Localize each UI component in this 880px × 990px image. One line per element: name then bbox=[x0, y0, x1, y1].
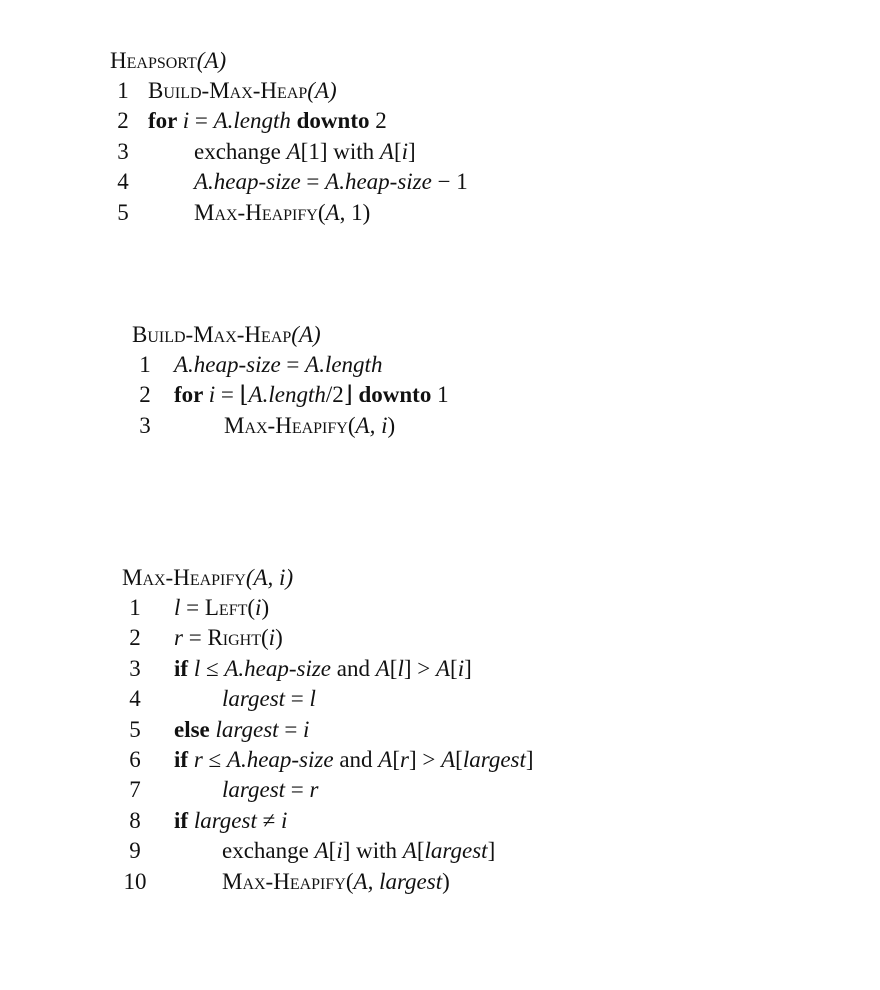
variable: A bbox=[378, 746, 393, 772]
line-code bbox=[174, 350, 382, 380]
line-code bbox=[148, 76, 337, 106]
code-text: ≠ bbox=[256, 807, 281, 833]
code-text: − 1 bbox=[431, 169, 468, 195]
variable: r bbox=[193, 746, 203, 772]
code-line bbox=[110, 167, 468, 197]
code-text: = bbox=[180, 595, 205, 620]
code-text: [ bbox=[450, 655, 458, 681]
code-text: = bbox=[280, 352, 306, 377]
keyword: downto bbox=[352, 382, 438, 408]
line-code bbox=[174, 745, 534, 775]
code-text: and bbox=[333, 746, 379, 772]
code-line bbox=[132, 350, 383, 380]
code-line bbox=[122, 867, 450, 897]
line-code bbox=[194, 198, 370, 228]
build-max-heap-procedure bbox=[132, 320, 449, 441]
procedure-name: Build-Max-Heap bbox=[132, 322, 292, 347]
variable: largest bbox=[222, 777, 286, 803]
code-text: ] > bbox=[403, 655, 436, 681]
line-number: 4 bbox=[129, 686, 141, 712]
variable: l bbox=[309, 686, 316, 712]
line-code bbox=[174, 654, 472, 684]
procedure-title bbox=[132, 320, 321, 350]
code-text: 1 bbox=[437, 382, 449, 408]
code-text: exchange bbox=[194, 138, 287, 164]
code-lines bbox=[110, 76, 468, 228]
code-text: [ bbox=[455, 746, 463, 772]
code-text: ] bbox=[525, 746, 534, 772]
line-code bbox=[174, 806, 287, 836]
max-heapify-procedure bbox=[122, 563, 534, 897]
variable: A.heap-size bbox=[226, 746, 334, 772]
code-lines bbox=[132, 350, 449, 441]
variable: i bbox=[280, 807, 288, 833]
code-text: ) bbox=[275, 625, 283, 651]
procedure-call: Right bbox=[207, 625, 261, 651]
variable: l bbox=[174, 595, 181, 620]
procedure-title bbox=[110, 46, 226, 76]
line-number: 3 bbox=[129, 655, 141, 681]
code-text: [ bbox=[416, 838, 425, 864]
variable: A.length bbox=[305, 352, 383, 377]
variable: A.heap-size bbox=[174, 352, 281, 377]
variable: (A) bbox=[307, 78, 337, 103]
line-number: 9 bbox=[129, 838, 141, 864]
code-line bbox=[132, 380, 449, 410]
variable: i bbox=[303, 716, 310, 742]
line-number: 4 bbox=[117, 169, 129, 195]
code-text: exchange bbox=[222, 838, 315, 864]
procedure-params: (A) bbox=[196, 48, 227, 73]
line-number: 2 bbox=[129, 625, 141, 651]
code-text: [ bbox=[328, 838, 337, 864]
line-number: 1 bbox=[117, 78, 129, 103]
variable: A bbox=[441, 746, 456, 772]
procedure-call: Max-Heapify bbox=[224, 412, 348, 438]
code-text: ] bbox=[408, 138, 416, 164]
code-text: /2⌋ bbox=[325, 382, 353, 408]
line-code bbox=[194, 167, 468, 197]
keyword: for bbox=[148, 108, 183, 134]
code-text: ≤ bbox=[200, 655, 225, 681]
variable: A bbox=[325, 199, 340, 225]
line-code bbox=[148, 106, 387, 136]
line-code bbox=[222, 867, 450, 897]
code-line bbox=[122, 593, 293, 623]
procedure-name: Max-Heapify bbox=[122, 565, 246, 590]
code-text: and bbox=[331, 655, 376, 681]
code-line bbox=[122, 654, 472, 684]
variable: A, i bbox=[355, 412, 388, 438]
code-text: ( bbox=[261, 625, 269, 651]
code-text: ≤ bbox=[202, 746, 227, 772]
code-line bbox=[122, 775, 319, 805]
variable: A bbox=[314, 838, 329, 864]
code-text: [1] with bbox=[300, 138, 380, 164]
procedure-call: Max-Heapify bbox=[194, 199, 318, 225]
code-text: [ bbox=[389, 655, 398, 681]
line-code bbox=[174, 623, 283, 653]
code-line bbox=[122, 715, 310, 745]
code-text: ] > bbox=[408, 746, 442, 772]
keyword: else bbox=[174, 716, 216, 742]
code-text: ( bbox=[347, 412, 356, 438]
code-lines bbox=[122, 593, 534, 897]
line-number: 2 bbox=[117, 108, 129, 134]
line-number: 1 bbox=[129, 595, 141, 620]
variable: A bbox=[402, 838, 417, 864]
variable: A bbox=[435, 655, 451, 681]
code-text: [ bbox=[392, 746, 401, 772]
variable: i bbox=[255, 595, 262, 620]
line-code bbox=[222, 836, 495, 866]
code-text: ) bbox=[261, 595, 270, 620]
code-text: ) bbox=[442, 868, 450, 894]
line-code bbox=[174, 380, 449, 410]
procedure-params: (A) bbox=[291, 322, 321, 347]
code-line bbox=[110, 137, 416, 167]
code-text: ( bbox=[317, 199, 326, 225]
code-text: ( bbox=[247, 595, 256, 620]
variable: l bbox=[193, 655, 201, 681]
code-text: = bbox=[285, 777, 310, 803]
line-code bbox=[222, 775, 318, 805]
variable: A.heap-size bbox=[194, 169, 301, 195]
code-text: ] with bbox=[342, 838, 403, 864]
code-line bbox=[110, 106, 387, 136]
procedure-params: (A, i) bbox=[245, 565, 294, 590]
variable: i bbox=[457, 655, 465, 681]
variable: i bbox=[336, 838, 343, 864]
keyword: if bbox=[174, 807, 194, 833]
line-number: 3 bbox=[117, 138, 129, 164]
variable: largest bbox=[462, 746, 526, 772]
procedure-name: Heapsort bbox=[110, 48, 197, 73]
line-code bbox=[174, 593, 269, 623]
code-line bbox=[122, 745, 534, 775]
line-number: 1 bbox=[139, 352, 151, 377]
variable: i bbox=[268, 625, 276, 651]
code-line bbox=[122, 623, 293, 653]
code-text: = ⌊ bbox=[215, 382, 249, 408]
variable: i bbox=[182, 108, 190, 134]
line-number: 8 bbox=[129, 807, 141, 833]
variable: A bbox=[375, 655, 390, 681]
code-text: = bbox=[182, 625, 208, 651]
line-number: 5 bbox=[129, 716, 141, 742]
variable: l bbox=[397, 655, 404, 681]
procedure-title bbox=[122, 563, 293, 593]
variable: A.heap-size bbox=[224, 655, 331, 681]
keyword: if bbox=[174, 746, 194, 772]
variable: largest bbox=[215, 716, 279, 742]
variable: A bbox=[286, 138, 301, 164]
line-number: 5 bbox=[117, 199, 129, 225]
variable: r bbox=[309, 777, 319, 803]
line-code bbox=[222, 684, 316, 714]
variable: r bbox=[174, 625, 183, 651]
code-text: ] bbox=[464, 655, 472, 681]
line-number: 3 bbox=[139, 412, 151, 438]
variable: i bbox=[208, 382, 216, 408]
variable: A.heap-size bbox=[325, 169, 432, 195]
code-line bbox=[110, 76, 337, 106]
code-line bbox=[110, 198, 371, 228]
code-text: ) bbox=[387, 412, 396, 438]
procedure-call: Build-Max-Heap bbox=[148, 78, 308, 103]
code-text: 2 bbox=[375, 108, 387, 134]
procedure-call: Left bbox=[204, 595, 248, 620]
variable: A.length bbox=[213, 108, 291, 134]
variable: largest bbox=[424, 838, 488, 864]
line-number: 10 bbox=[123, 868, 147, 894]
line-code bbox=[194, 137, 416, 167]
code-text: ] bbox=[487, 838, 496, 864]
variable: largest bbox=[222, 686, 286, 712]
code-text: [ bbox=[393, 138, 402, 164]
code-line bbox=[122, 836, 496, 866]
variable: largest bbox=[193, 807, 257, 833]
code-line bbox=[122, 684, 316, 714]
code-line bbox=[122, 806, 293, 836]
line-number: 7 bbox=[129, 777, 141, 803]
line-code bbox=[224, 411, 395, 441]
procedure-call: Max-Heapify bbox=[222, 868, 346, 894]
variable: r bbox=[400, 746, 409, 772]
code-text: = bbox=[278, 716, 304, 742]
code-text: ( bbox=[345, 868, 354, 894]
code-line bbox=[132, 411, 396, 441]
variable: A bbox=[379, 138, 394, 164]
variable: A, largest bbox=[353, 868, 443, 894]
keyword: for bbox=[174, 382, 209, 408]
line-number: 2 bbox=[139, 382, 151, 408]
code-text: = bbox=[189, 108, 214, 134]
line-code bbox=[174, 715, 309, 745]
variable: A.length bbox=[248, 382, 326, 408]
heapsort-procedure bbox=[110, 46, 468, 228]
code-text: = bbox=[300, 169, 326, 195]
keyword: if bbox=[174, 655, 194, 681]
variable: i bbox=[401, 138, 408, 164]
code-text: = bbox=[285, 686, 310, 712]
code-text: , 1) bbox=[339, 199, 371, 225]
line-number: 6 bbox=[129, 746, 141, 772]
keyword: downto bbox=[290, 108, 376, 134]
